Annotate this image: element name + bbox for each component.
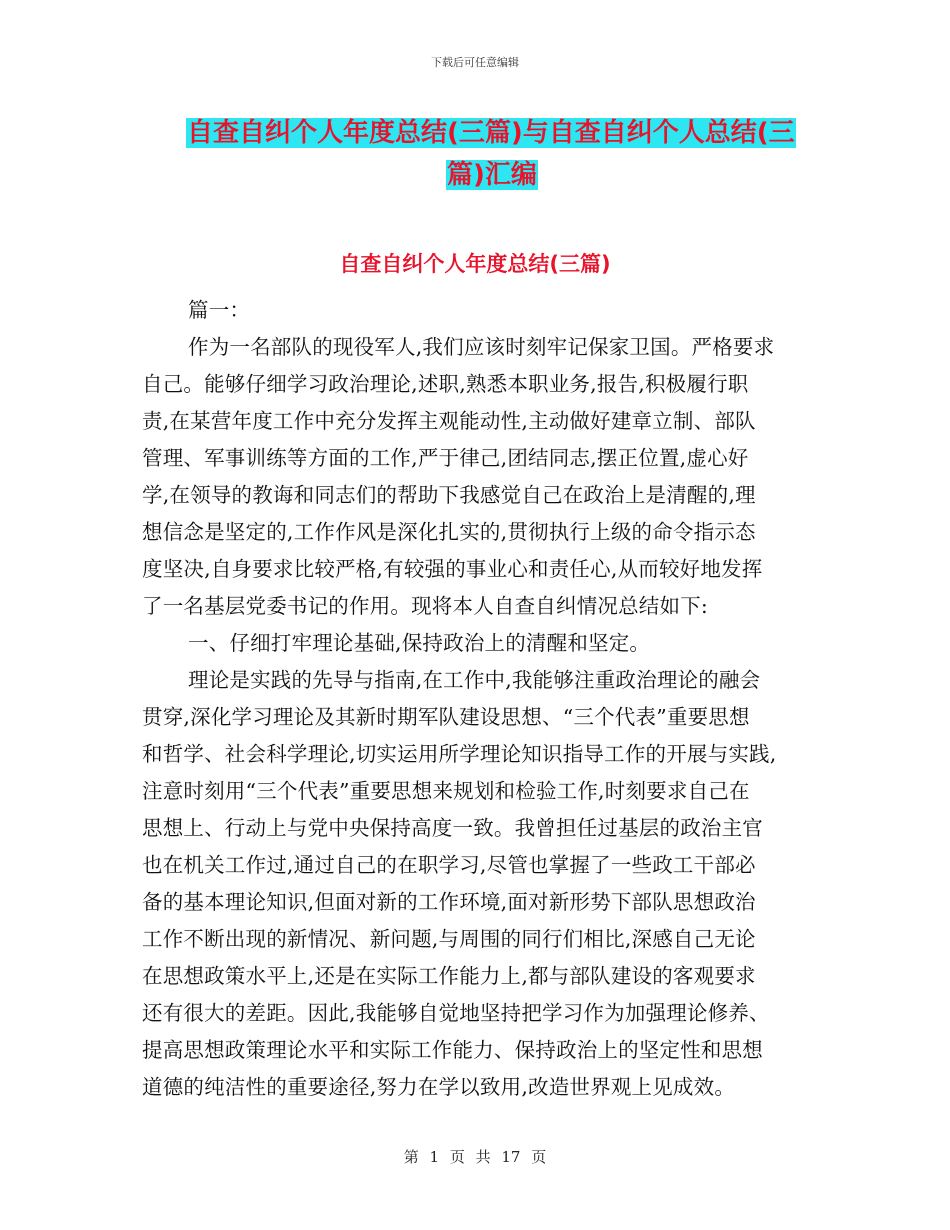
body-line: 责,在某营年度工作中充分发挥主观能动性,主动做好建章立制、部队	[142, 409, 756, 433]
document-title-line-1-text: 自查自纠个人年度总结(三篇)与自查自纠个人总结(三	[187, 118, 795, 148]
document-title-line-2	[186, 154, 816, 196]
body-line: 自己。能够仔细学习政治理论,述职,熟悉本职业务,报告,积极履行职	[142, 372, 749, 396]
page-number-footer: 第 1 页 共 17 页	[403, 1148, 547, 1166]
document-body	[142, 292, 814, 1106]
page-header-note: 下载后可任意编辑	[431, 56, 519, 69]
body-line: 思想上、行动上与党中央保持高度一致。我曾担任过基层的政治主官	[142, 816, 763, 840]
body-line: 度坚决,自身要求比较严格,有较强的事业心和责任心,从而较好地发挥	[142, 557, 763, 581]
document-title-line-1	[186, 112, 816, 154]
body-line: 想信念是坚定的,工作作风是深化扎实的,贯彻执行上级的命令指示态	[142, 520, 756, 544]
body-line: 了一名基层党委书记的作用。现将本人自查自纠情况总结如下:	[142, 594, 709, 618]
body-line: 在思想政策水平上,还是在实际工作能力上,都与部队建设的客观要求	[142, 964, 756, 988]
document-title	[186, 112, 816, 196]
body-line: 贯穿,深化学习理论及其新时期军队建设思想、“三个代表”重要思想	[142, 705, 750, 729]
body-line: 还有很大的差距。因此,我能够自觉地坚持把学习作为加强理论修养、	[142, 1001, 770, 1025]
body-line: 篇一：	[188, 298, 251, 322]
section-title: 自查自纠个人年度总结(三篇)	[339, 252, 611, 276]
body-line: 和哲学、社会科学理论,切实运用所学理论知识指导工作的开展与实践,	[142, 742, 777, 766]
body-line: 备的基本理论知识,但面对新的工作环境,面对新形势下部队思想政治	[142, 890, 756, 914]
body-line: 注意时刻用“三个代表”重要思想来规划和检验工作,时刻要求自己在	[142, 779, 750, 803]
body-line: 工作不断出现的新情况、新问题,与周围的同行们相比,深感自己无论	[142, 927, 756, 951]
body-line: 也在机关工作过,通过自己的在职学习,尽管也掌握了一些政工干部必	[142, 853, 756, 877]
body-line: 提高思想政策理论水平和实际工作能力、保持政治上的坚定性和思想	[142, 1038, 763, 1062]
document-title-line-2-text: 篇)汇编	[447, 160, 537, 190]
body-line: 管理、军事训练等方面的工作,严于律己,团结同志,摆正位置,虚心好	[142, 446, 749, 470]
body-line: 一、仔细打牢理论基础,保持政治上的清醒和坚定。	[188, 631, 651, 655]
body-line: 理论是实践的先导与指南,在工作中,我能够注重政治理论的融会	[188, 668, 761, 692]
body-line: 学,在领导的教诲和同志们的帮助下我感觉自己在政治上是清醒的,理	[142, 483, 756, 507]
body-line: 道德的纯洁性的重要途径,努力在学以致用,改造世界观上见成效。	[142, 1075, 736, 1099]
body-line: 作为一名部队的现役军人,我们应该时刻牢记保家卫国。严格要求	[188, 335, 775, 359]
